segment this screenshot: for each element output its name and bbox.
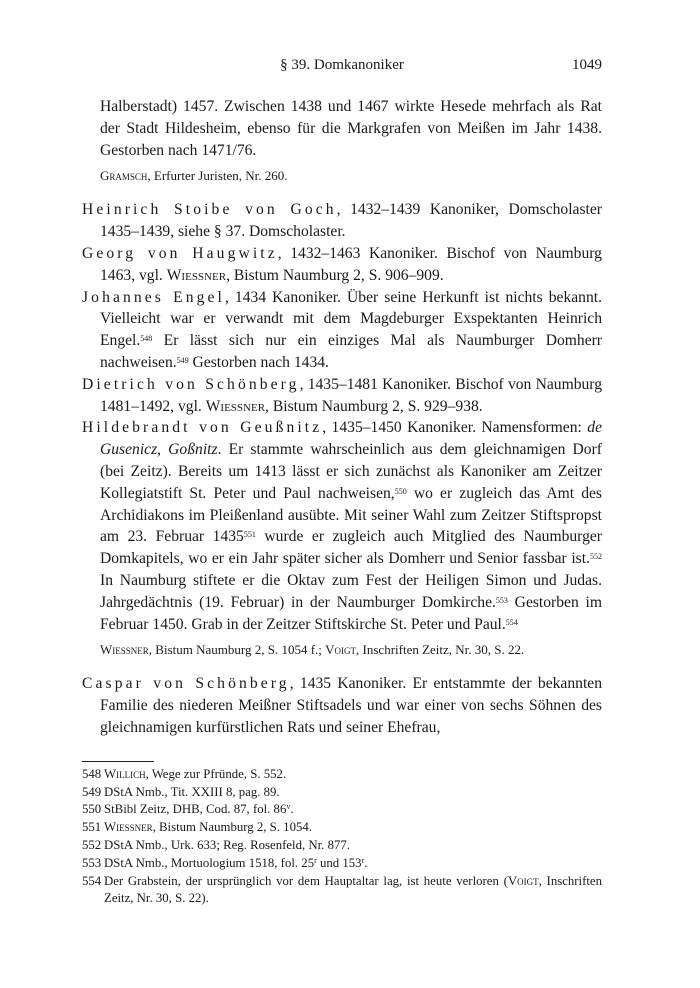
entry-hildebrandt [82, 417, 602, 635]
footnote-number: 554 [82, 873, 102, 888]
footnote-number: 552 [82, 837, 102, 852]
footnote-text: und 153 [316, 855, 362, 870]
entry-dietrich [82, 374, 602, 418]
cited-author: Wiessner [166, 266, 227, 284]
footnote-text: StBibl Zeitz, DHB, Cod. 87, fol. 86 [104, 802, 287, 817]
folio-side: r [314, 855, 317, 865]
entry-text: wurde er zugleich auch Mitglied des Naumburger Domkapitels, wo er ein Jahr später sicher als Domherr und Senior fassbar ist. [100, 528, 603, 568]
footnote-number: 553 [82, 855, 102, 870]
paragraph-hesede-end: Halberstadt) 1457. Zwischen 1438 und 1467 wirkte Hesede mehrfach als Rat der Stadt Hildesheim, ebenso für die Markgrafen von Meißen im Jahr 1438. Gestorben nach 1471/76. [100, 98, 602, 159]
page-number: 1049 [572, 57, 602, 73]
cited-author: Wiessner [104, 820, 153, 835]
entry-haugwitz [82, 243, 602, 287]
person-name: Johannes Engel [82, 288, 225, 306]
entry-caspar [82, 673, 602, 738]
literature-hesede [82, 167, 602, 185]
footnote-551 [82, 819, 602, 837]
entry-text: , 1434 Kanoniker. Über seine Herkunft ist nichts bekannt. Vielleicht war er verwandt mit dem Magdeburger Exspektanten Heinrich Engel. [100, 288, 602, 350]
footnote-552 [82, 837, 602, 855]
footnote-554 [82, 873, 602, 909]
footnote-548 [82, 766, 602, 784]
lit-author: Wiessner [100, 642, 149, 658]
person-name: Hildebrandt von Geußnitz [82, 419, 323, 437]
running-header [82, 57, 602, 79]
main-text [82, 96, 602, 908]
lit-text: , Erfurter Juristen, Nr. 260. [147, 168, 288, 184]
footnote-text: DStA Nmb., Tit. XXIII 8, pag. 89. [104, 784, 280, 799]
entry-text: Gestorben im Februar 1450. Grab in der Zeitzer Stiftskirche St. Peter und Paul. [100, 593, 602, 633]
footnote-ref[interactable]: 550 [394, 486, 407, 496]
cited-author: Voigt [507, 873, 539, 888]
footnote-550 [82, 801, 602, 819]
entry-text: Er lässt sich nur ein einziges Mal als Naumburger Domherr nachweisen. [100, 332, 602, 371]
entry-text: . Er stammte wahrscheinlich aus dem gleichnamigen Dorf (bei Zeitz). Bereits um 1413 lässt er sich zunächst als Kanoniker am Zeitzer Kollegiatstift St. Peter und Paul nachweisen, [100, 441, 602, 502]
lit-author: Gramsch [100, 168, 148, 184]
footnote-549 [82, 784, 602, 802]
cited-author: Wiessner [205, 397, 266, 415]
footnote-text: , Bistum Naumburg 2, S. 1054. [152, 820, 312, 835]
entry-stoibe [82, 199, 602, 243]
footnote-number: 549 [82, 784, 102, 799]
entry-text: , Bistum Naumburg 2, S. 929–938. [265, 397, 483, 415]
entry-text: , 1435–1450 Kanoniker. Namensformen: [322, 419, 588, 437]
footnote-ref[interactable]: 554 [505, 617, 518, 627]
footnote-ref[interactable]: 553 [495, 595, 508, 605]
entry-text: , 1432–1463 Kanoniker. Bischof von Naumburg 1463, vgl. [100, 244, 602, 284]
entry-text: wo er zugleich das Amt des Archidiakons im Pleißenland ausübte. Mit seiner Wahl zum Zeitzer Stiftspropst am 23. Februar 1435 [100, 484, 602, 546]
footnote-text: . [364, 855, 368, 870]
footnote-number: 551 [82, 820, 102, 835]
footnote-text: , Wege zur Pfründe, S. 552. [145, 766, 287, 781]
person-name: Georg von Haugwitz [82, 244, 278, 262]
person-name: Heinrich Stoibe von Goch [82, 201, 337, 219]
entry-text: , Bistum Naumburg 2, S. 906–909. [226, 266, 444, 284]
entry-text: Gestorben nach 1434. [188, 353, 329, 371]
entry-text: , 1435 Kanoniker. Er entstammte der bekannten Familie des niederen Meißner Stiftsadels und war einer von sechs Söhnen des gleichnamigen kurfürstlichen Rats und seiner Ehefrau, [100, 675, 602, 736]
cited-author: Willich [104, 766, 146, 781]
footnote-number: 548 [82, 766, 102, 781]
footnote-separator [82, 761, 154, 762]
footnote-553 [82, 855, 602, 873]
name-forms: de Gusenicz, Goßnitz [100, 419, 602, 459]
section-title: § 39. Domkanoniker [280, 57, 404, 73]
footnote-text: , Inschriften Zeitz, Nr. 30, S. 22). [104, 873, 602, 906]
footnote-ref[interactable]: 548 [140, 334, 153, 344]
footnote-number: 550 [82, 802, 102, 817]
footnote-ref[interactable]: 551 [243, 530, 256, 540]
footnote-text: DStA Nmb., Urk. 633; Reg. Rosenfeld, Nr. 877. [104, 837, 350, 852]
footnote-ref[interactable]: 549 [176, 355, 189, 365]
person-name: Dietrich von Schönberg [82, 375, 300, 393]
footnote-text: Der Grabstein, der ursprünglich vor dem Hauptaltar lag, ist heute verloren ( [104, 873, 508, 888]
folio-side: v [286, 802, 291, 812]
lit-text: , Bistum Naumburg 2, S. 1054 f.; [148, 642, 326, 658]
entry-engel [82, 287, 602, 374]
footnote-text: DStA Nmb., Mortuologium 1518, fol. 25 [104, 855, 315, 870]
lit-author: Voigt [325, 642, 357, 658]
lit-text: , Inschriften Zeitz, Nr. 30, S. 22. [356, 642, 525, 658]
footnote-ref[interactable]: 552 [590, 552, 602, 562]
literature-hildebrandt [82, 641, 602, 659]
entry-text: , 1432–1439 Kanoniker, Domscholaster 1435–1439, siehe § 37. Domscholaster. [100, 201, 602, 241]
entry-text: , 1435–1481 Kanoniker. Bischof von Naumburg 1481–1492, vgl. [100, 375, 603, 415]
entry-text: In Naumburg stiftete er die Oktav zum Fest der Heiligen Simon und Judas. Jahrgedächtnis (19. Februar) in der Naumburger Domkirche. [100, 571, 602, 611]
person-name: Caspar von Schönberg [82, 675, 290, 693]
document-page [82, 0, 602, 988]
footnotes [82, 766, 602, 908]
folio-side: r [361, 855, 365, 865]
footnote-text: . [290, 802, 294, 817]
